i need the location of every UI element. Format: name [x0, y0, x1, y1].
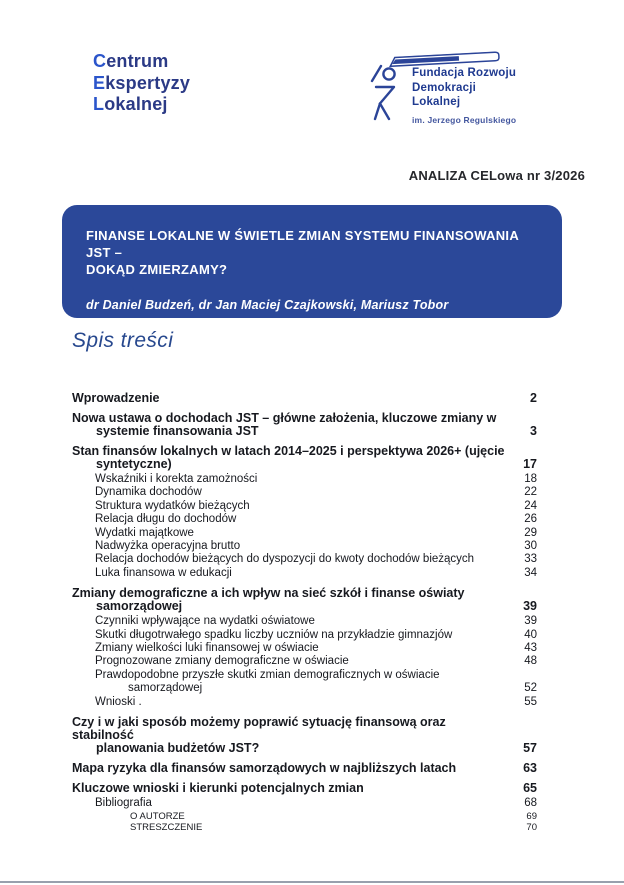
toc-entry — [72, 762, 537, 775]
toc-entry-page: 26 — [524, 513, 537, 526]
toc-entry-page: 52 — [524, 682, 537, 695]
toc-entry — [72, 513, 537, 526]
toc-entry — [72, 445, 537, 471]
frdl-name-line2: Demokracji Lokalnej — [412, 81, 477, 108]
toc-entry — [72, 797, 537, 810]
authors-line: dr Daniel Budzeń, dr Jan Maciej Czajkowski, Mariusz Tobor — [86, 298, 449, 312]
toc-entry-page: 24 — [524, 499, 537, 512]
toc-entry-page: 29 — [524, 526, 537, 539]
toc-entry-label: Zmiany wielkości luki finansowej w oświacie — [95, 642, 319, 655]
frdl-logo-text — [412, 66, 526, 125]
toc-entry-page: 68 — [524, 797, 537, 810]
title-box — [62, 205, 562, 318]
toc-entry-label: Czynniki wpływające na wydatki oświatowe — [95, 615, 315, 628]
toc-entry-label: Kluczowe wnioski i kierunki potencjalnych zmian — [72, 781, 364, 796]
toc-entry-page: 43 — [524, 642, 537, 655]
toc-entry-page: 65 — [523, 781, 537, 796]
publication-title-line2: DOKĄD ZMIERZAMY? — [86, 262, 228, 277]
toc-entry — [72, 696, 537, 709]
frdl-logo — [366, 46, 526, 126]
toc-entry-page: 70 — [526, 822, 537, 834]
toc-entry — [72, 567, 537, 580]
toc-entry-page: 69 — [526, 810, 537, 822]
cel-rest: okalnej — [104, 94, 168, 114]
toc-entry-label: Bibliografia — [95, 797, 152, 810]
toc-entry-page: 57 — [523, 741, 537, 756]
cel-initial: L — [93, 94, 105, 114]
toc-entry-page: 34 — [524, 566, 537, 579]
cel-rest: entrum — [106, 51, 169, 71]
toc-entry — [72, 655, 537, 668]
toc-entry-label: Relacja długu do dochodów — [95, 513, 237, 526]
toc-entry-label: Wskaźniki i korekta zamożności — [95, 473, 258, 485]
toc-entry-page: 39 — [523, 599, 537, 614]
toc-entry — [72, 629, 537, 642]
toc-entry — [72, 553, 537, 566]
toc-entry-label: Wprowadzenie — [72, 391, 160, 405]
cel-initial: E — [93, 72, 106, 93]
footer-bar — [0, 881, 624, 883]
toc-entry — [72, 500, 537, 513]
toc-entry — [72, 811, 537, 823]
toc-entry-label: Wnioski . — [95, 695, 142, 708]
toc-entry-label: O AUTORZE — [130, 810, 185, 822]
toc-entry-page: 39 — [524, 615, 537, 628]
toc-entry — [72, 822, 537, 834]
toc-entry-label: Struktura wydatków bieżących — [95, 499, 250, 512]
toc-entry-page: 40 — [524, 628, 537, 641]
toc-entry-label: Nowa ustawa o dochodach JST – główne założenia, kluczowe zmiany w systemie finansowania JST — [72, 411, 497, 438]
toc-entry-label: Wydatki majątkowe — [95, 526, 194, 539]
toc-entry-label: Prognozowane zmiany demograficzne w oświacie — [95, 655, 349, 668]
toc-entry-page: 2 — [530, 391, 537, 405]
toc-entry-label: Skutki długotrwałego spadku liczby uczniów na przykładzie gimnazjów — [95, 628, 453, 641]
toc-entry-page: 48 — [524, 655, 537, 668]
toc-entry-page: 22 — [524, 486, 537, 499]
frdl-subtitle: im. Jerzego Regulskiego — [412, 114, 517, 125]
publication-title-line1: FINANSE LOKALNE W ŚWIETLE ZMIAN SYSTEMU FINANSOWANIA JST – — [86, 228, 519, 260]
toc-entry-label: STRESZCZENIE — [130, 822, 203, 834]
frdl-name-line1: Fundacja Rozwoju — [412, 67, 517, 79]
cel-initial: C — [93, 51, 107, 71]
cel-rest: kspertyzy — [105, 72, 191, 93]
toc-entry — [72, 642, 537, 655]
toc-entry — [72, 716, 537, 755]
toc-entry — [72, 540, 537, 553]
toc-entry — [72, 587, 537, 613]
cel-logo-line — [93, 94, 190, 116]
toc-entry-label: Luka finansowa w edukacji — [95, 566, 232, 579]
toc-entry-label: Czy i w jaki sposób możemy poprawić sytuację finansową oraz stabilność planowania budżetów JST? — [72, 715, 446, 756]
toc-entry-label: Zmiany demograficzne a ich wpływ na sieć szkół i finanse oświaty samorządowej — [72, 586, 465, 614]
cel-logo-line — [93, 51, 190, 73]
toc-entry-label: Prawdopodobne przyszłe skutki zmian demograficznych w oświacie samorządowej — [95, 668, 440, 695]
toc-entry-page: 18 — [524, 473, 537, 485]
cel-logo — [93, 51, 190, 116]
toc-heading: Spis treści — [72, 329, 174, 352]
toc-entry — [72, 473, 537, 486]
toc-entry-label: Mapa ryzyka dla finansów samorządowych w najbliższych latach — [72, 761, 457, 776]
toc-entry-label: Stan finansów lokalnych w latach 2014–2025 i perspektywa 2026+ (ujęcie syntetyczne) — [72, 444, 505, 471]
toc-entry-label: Dynamika dochodów — [95, 486, 202, 499]
toc-entry — [72, 615, 537, 628]
toc-entry-label: Relacja dochodów bieżących do dyspozycji do kwoty dochodów bieżących — [95, 553, 475, 566]
frdl-person-icon — [368, 54, 402, 122]
toc-entry-page: 17 — [523, 457, 537, 471]
toc-entry — [72, 412, 537, 438]
toc-entry-page: 63 — [523, 761, 537, 776]
issue-label: ANALIZA CELowa nr 3/2026 — [408, 168, 585, 183]
toc-entry-page: 33 — [524, 553, 537, 566]
toc-entry — [72, 669, 537, 696]
toc-entry — [72, 392, 537, 405]
toc-entry — [72, 527, 537, 540]
toc-entry-label: Nadwyżka operacyjna brutto — [95, 540, 241, 553]
cel-logo-line — [93, 73, 190, 95]
toc-entry-page: 3 — [530, 424, 537, 438]
toc-entry — [72, 486, 537, 499]
toc-entry-page: 55 — [524, 695, 537, 708]
toc-list — [72, 385, 537, 834]
toc-entry — [72, 782, 537, 795]
toc-entry-page: 30 — [524, 540, 537, 553]
